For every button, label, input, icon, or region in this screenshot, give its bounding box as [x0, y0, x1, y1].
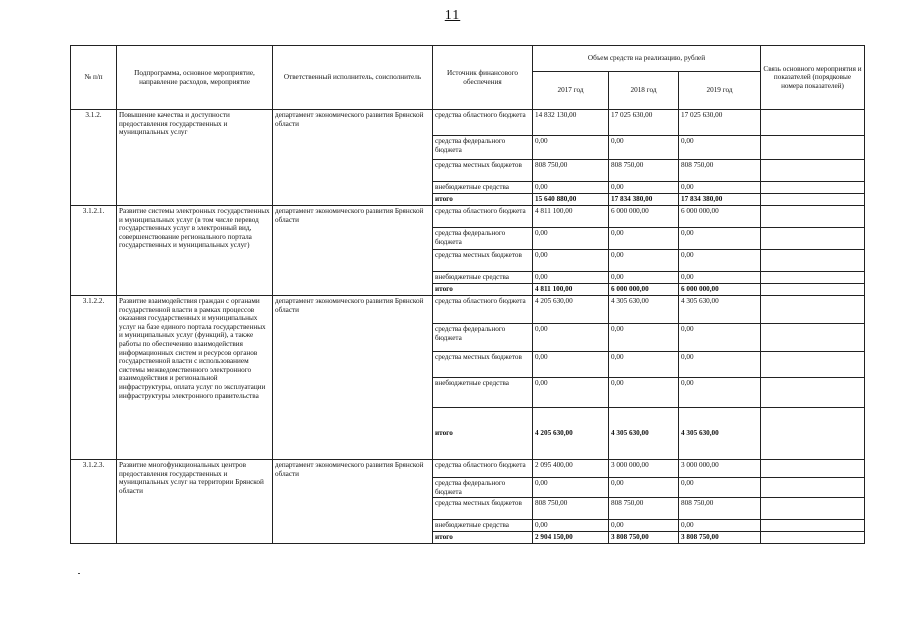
- amount-2019: 4 305 630,00: [679, 296, 761, 324]
- funding-source: средства местных бюджетов: [433, 250, 533, 272]
- table-row: [71, 206, 865, 228]
- funding-source: средства областного бюджета: [433, 110, 533, 136]
- amount-2019: 6 000 000,00: [679, 206, 761, 228]
- amount-2018: 4 305 630,00: [609, 408, 679, 460]
- section-executor: департамент экономического развития Брянской области: [273, 110, 433, 206]
- amount-2018: 0,00: [609, 378, 679, 408]
- header-source: Источник финансового обеспечения: [433, 46, 533, 110]
- amount-2018: 0,00: [609, 324, 679, 352]
- amount-2017: 0,00: [533, 520, 609, 532]
- funding-source: внебюджетные средства: [433, 182, 533, 194]
- section-number: 3.1.2.1.: [71, 206, 117, 296]
- amount-2017: 4 205 630,00: [533, 408, 609, 460]
- indicator-link: [761, 478, 865, 498]
- amount-2018: 0,00: [609, 250, 679, 272]
- indicator-link: [761, 272, 865, 284]
- amount-2017: 4 811 100,00: [533, 284, 609, 296]
- header-program: Подпрограмма, основное мероприятие, направление расходов, мероприятие: [117, 46, 273, 110]
- amount-2018: 0,00: [609, 352, 679, 378]
- section-executor: департамент экономического развития Брянской области: [273, 460, 433, 544]
- indicator-link: [761, 520, 865, 532]
- indicator-link: [761, 408, 865, 460]
- section-name: Развитие системы электронных государственных и муниципальных услуг (в том числе перевод государственных услуг в электронный вид, совершенствование регионального портала государственных и муниципальных услуг): [117, 206, 273, 296]
- indicator-link: [761, 194, 865, 206]
- indicator-link: [761, 110, 865, 136]
- indicator-link: [761, 498, 865, 520]
- header-executor: Ответственный исполнитель, соисполнитель: [273, 46, 433, 110]
- indicator-link: [761, 250, 865, 272]
- funding-source: средства областного бюджета: [433, 460, 533, 478]
- budget-table: [70, 45, 865, 544]
- amount-2019: 0,00: [679, 136, 761, 160]
- header-2018: 2018 год: [609, 72, 679, 110]
- amount-2019: 0,00: [679, 352, 761, 378]
- section-name: Повышение качества и доступности предоставления государственных и муниципальных услуг: [117, 110, 273, 206]
- amount-2018: 17 834 380,00: [609, 194, 679, 206]
- amount-2018: 808 750,00: [609, 160, 679, 182]
- funding-source: средства местных бюджетов: [433, 352, 533, 378]
- funding-source: средства федерального бюджета: [433, 136, 533, 160]
- funding-source: средства федерального бюджета: [433, 228, 533, 250]
- table-row: [71, 460, 865, 478]
- funding-source: итого: [433, 194, 533, 206]
- funding-source: средства областного бюджета: [433, 296, 533, 324]
- funding-source: итого: [433, 408, 533, 460]
- amount-2018: 6 000 000,00: [609, 206, 679, 228]
- amount-2017: 2 095 400,00: [533, 460, 609, 478]
- header-2017: 2017 год: [533, 72, 609, 110]
- amount-2019: 0,00: [679, 324, 761, 352]
- amount-2019: 0,00: [679, 250, 761, 272]
- amount-2017: 0,00: [533, 378, 609, 408]
- amount-2017: 2 904 150,00: [533, 532, 609, 544]
- amount-2018: 0,00: [609, 478, 679, 498]
- indicator-link: [761, 378, 865, 408]
- indicator-link: [761, 324, 865, 352]
- amount-2017: 0,00: [533, 228, 609, 250]
- amount-2018: 17 025 630,00: [609, 110, 679, 136]
- amount-2019: 3 808 750,00: [679, 532, 761, 544]
- section-name: Развитие взаимодействия граждан с органами государственной власти в рамках процессов оказания государственных и муниципальных услуг на базе единого портала государственных и муниципальных услуг (функций), а также работы по обеспечению взаимодействия информационных систем и ресурсов органов государственной власти с использованием системы межведомственного электронного взаимодействия и региональной инфраструктуры, оплата услуг по эксплуатации инфраструктуры электронного правительства: [117, 296, 273, 460]
- amount-2017: 808 750,00: [533, 498, 609, 520]
- funding-source: внебюджетные средства: [433, 272, 533, 284]
- section-executor: департамент экономического развития Брянской области: [273, 206, 433, 296]
- funding-source: средства федерального бюджета: [433, 324, 533, 352]
- amount-2017: 4 811 100,00: [533, 206, 609, 228]
- indicator-link: [761, 352, 865, 378]
- indicator-link: [761, 206, 865, 228]
- amount-2019: 0,00: [679, 378, 761, 408]
- amount-2018: 3 000 000,00: [609, 460, 679, 478]
- page-number: 11: [444, 8, 461, 23]
- indicator-link: [761, 460, 865, 478]
- amount-2017: 0,00: [533, 250, 609, 272]
- table-row: [71, 296, 865, 324]
- header-volume: Объем средств на реализацию, рублей: [533, 46, 761, 72]
- amount-2017: 0,00: [533, 272, 609, 284]
- header-link: Связь основного мероприятия и показателей (порядковые номера показателей): [761, 46, 865, 110]
- table-body: [71, 110, 865, 544]
- amount-2019: 0,00: [679, 228, 761, 250]
- amount-2017: 808 750,00: [533, 160, 609, 182]
- indicator-link: [761, 284, 865, 296]
- indicator-link: [761, 136, 865, 160]
- amount-2018: 0,00: [609, 228, 679, 250]
- amount-2019: 0,00: [679, 478, 761, 498]
- amount-2019: 6 000 000,00: [679, 284, 761, 296]
- header-num: № п/п: [71, 46, 117, 110]
- amount-2019: 3 000 000,00: [679, 460, 761, 478]
- amount-2017: 0,00: [533, 182, 609, 194]
- funding-source: итого: [433, 532, 533, 544]
- funding-source: средства местных бюджетов: [433, 160, 533, 182]
- amount-2017: 0,00: [533, 136, 609, 160]
- indicator-link: [761, 532, 865, 544]
- amount-2019: 17 834 380,00: [679, 194, 761, 206]
- amount-2019: 4 305 630,00: [679, 408, 761, 460]
- funding-source: итого: [433, 284, 533, 296]
- section-executor: департамент экономического развития Брянской области: [273, 296, 433, 460]
- amount-2019: 0,00: [679, 520, 761, 532]
- section-number: 3.1.2.3.: [71, 460, 117, 544]
- amount-2018: 4 305 630,00: [609, 296, 679, 324]
- amount-2019: 808 750,00: [679, 498, 761, 520]
- amount-2017: 0,00: [533, 478, 609, 498]
- amount-2017: 0,00: [533, 324, 609, 352]
- funding-source: средства местных бюджетов: [433, 498, 533, 520]
- amount-2018: 0,00: [609, 182, 679, 194]
- scan-mark: [78, 573, 80, 574]
- amount-2019: 808 750,00: [679, 160, 761, 182]
- funding-source: средства областного бюджета: [433, 206, 533, 228]
- amount-2017: 14 832 130,00: [533, 110, 609, 136]
- amount-2019: 0,00: [679, 272, 761, 284]
- indicator-link: [761, 228, 865, 250]
- amount-2018: 3 808 750,00: [609, 532, 679, 544]
- amount-2018: 808 750,00: [609, 498, 679, 520]
- amount-2018: 6 000 000,00: [609, 284, 679, 296]
- amount-2018: 0,00: [609, 136, 679, 160]
- indicator-link: [761, 182, 865, 194]
- amount-2018: 0,00: [609, 520, 679, 532]
- amount-2017: 15 640 880,00: [533, 194, 609, 206]
- indicator-link: [761, 160, 865, 182]
- header-2019: 2019 год: [679, 72, 761, 110]
- funding-source: внебюджетные средства: [433, 378, 533, 408]
- amount-2019: 0,00: [679, 182, 761, 194]
- amount-2017: 4 205 630,00: [533, 296, 609, 324]
- section-number: 3.1.2.2.: [71, 296, 117, 460]
- amount-2019: 17 025 630,00: [679, 110, 761, 136]
- section-name: Развитие многофункциональных центров предоставления государственных и муниципальных услуг на территории Брянской области: [117, 460, 273, 544]
- amount-2018: 0,00: [609, 272, 679, 284]
- indicator-link: [761, 296, 865, 324]
- amount-2017: 0,00: [533, 352, 609, 378]
- section-number: 3.1.2.: [71, 110, 117, 206]
- funding-source: внебюджетные средства: [433, 520, 533, 532]
- table-row: [71, 110, 865, 136]
- funding-source: средства федерального бюджета: [433, 478, 533, 498]
